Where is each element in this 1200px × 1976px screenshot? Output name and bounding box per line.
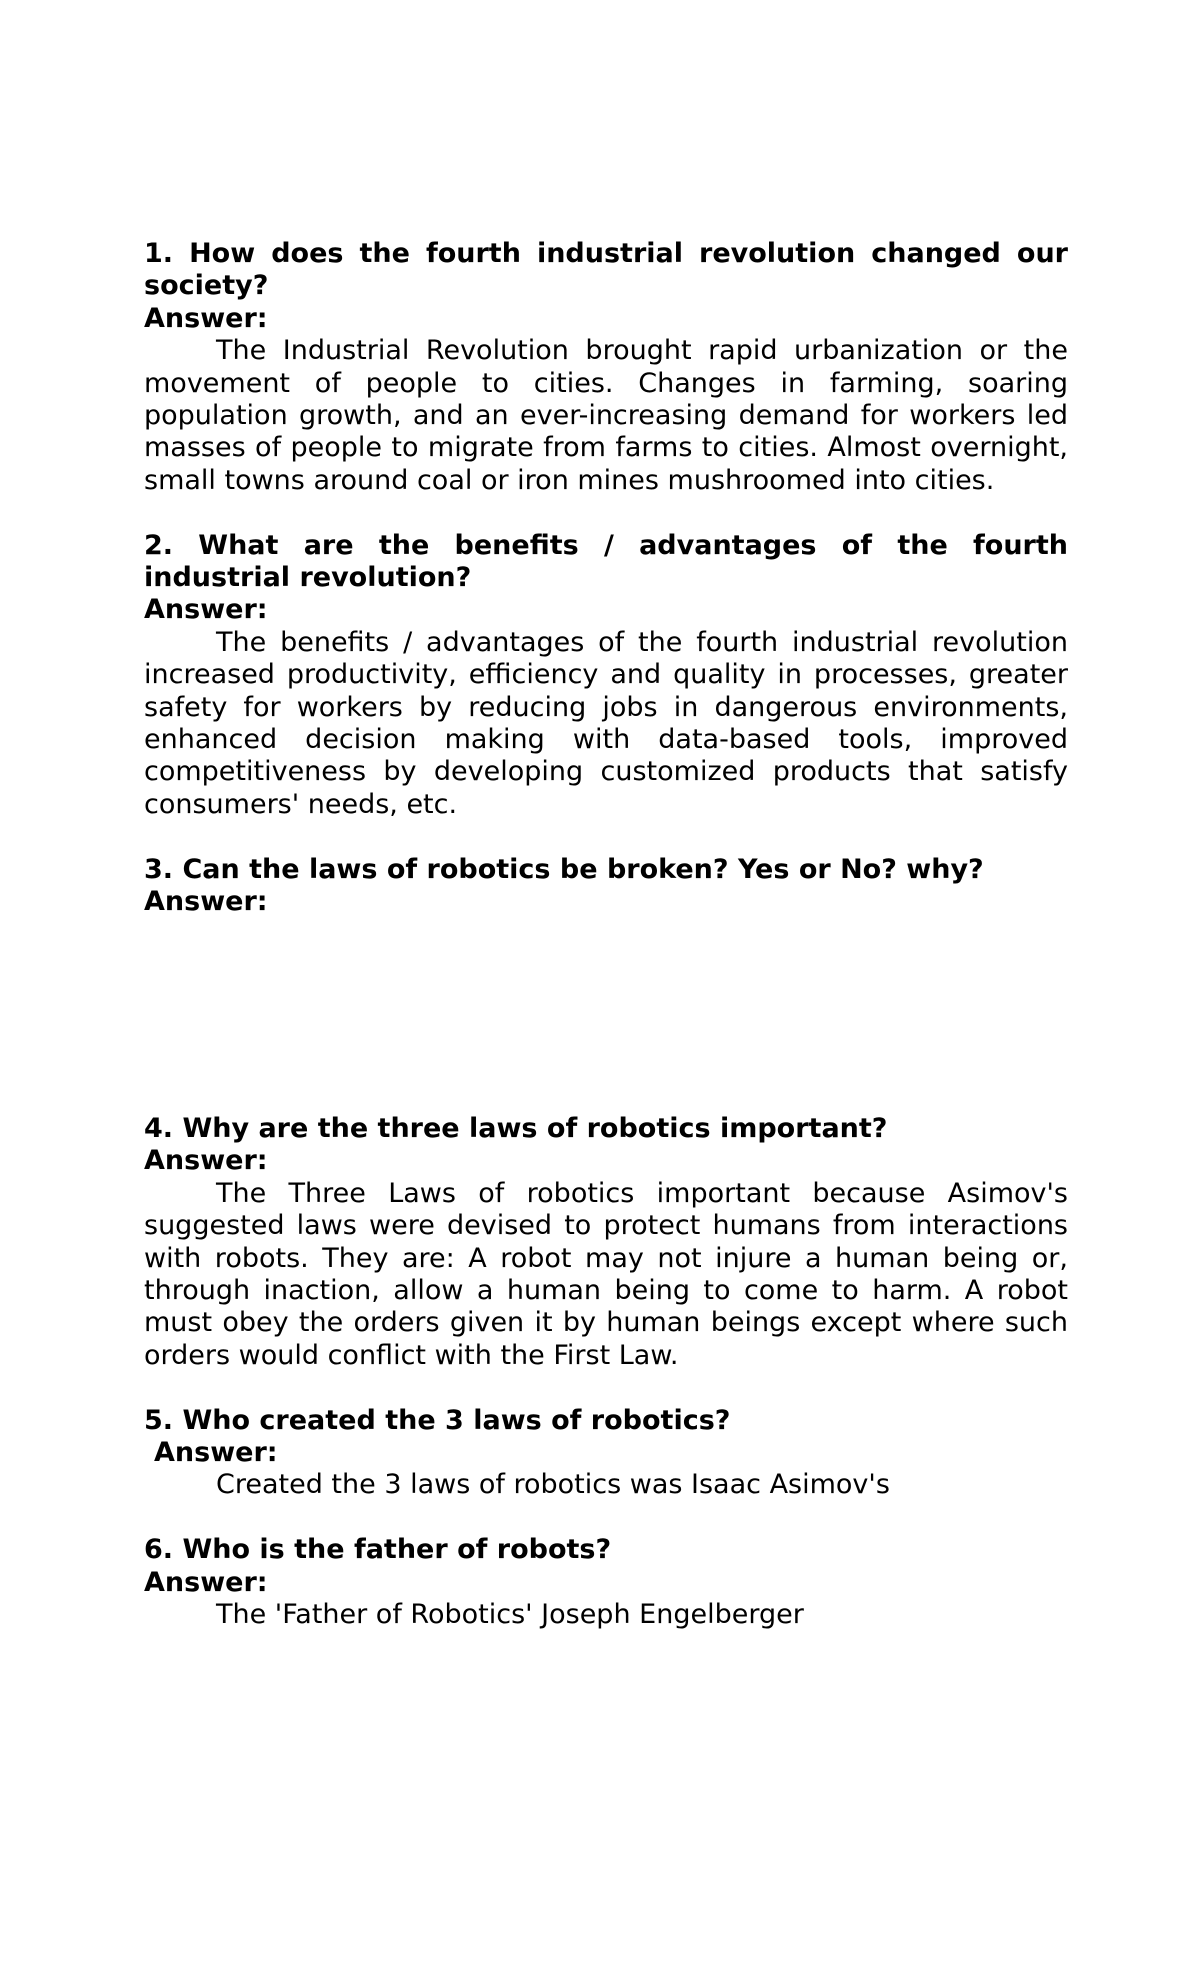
question-2: 2. What are the benefits / advantages of the fourth industrial revolution? bbox=[144, 529, 1068, 594]
document-page bbox=[144, 238, 1068, 1664]
answer-label-3: Answer: bbox=[144, 886, 268, 918]
qa-item-5 bbox=[144, 1405, 1068, 1502]
question-6: 6. Who is the father of robots? bbox=[144, 1534, 612, 1566]
answer-label-4: Answer: bbox=[144, 1145, 268, 1177]
answer-label-5: Answer: bbox=[154, 1436, 278, 1468]
answer-text-6: The 'Father of Robotics' Joseph Engelberger bbox=[216, 1598, 804, 1630]
qa-item-2 bbox=[144, 530, 1068, 822]
qa-item-6 bbox=[144, 1534, 1068, 1631]
answer-blank-3 bbox=[144, 919, 1068, 1081]
qa-item-1 bbox=[144, 238, 1068, 497]
qa-item-3 bbox=[144, 854, 1068, 1081]
answer-text-5: Created the 3 laws of robotics was Isaac Asimov's bbox=[216, 1469, 890, 1501]
answer-text-4: The Three Laws of robotics important because Asimov's suggested laws were devised to protect humans from interactions with robots. They are: A robot may not injure a human being or, through inaction, allow a human being to come to harm. A robot must obey the orders given it by human beings except where such orders would conflict with the First Law. bbox=[144, 1177, 1068, 1371]
question-1: 1. How does the fourth industrial revolution changed our society? bbox=[144, 238, 1068, 302]
answer-label-2: Answer: bbox=[144, 594, 268, 626]
question-5: 5. Who created the 3 laws of robotics? bbox=[144, 1404, 731, 1436]
question-4: 4. Why are the three laws of robotics important? bbox=[144, 1112, 888, 1144]
qa-item-4 bbox=[144, 1113, 1068, 1372]
answer-label-6: Answer: bbox=[144, 1566, 268, 1598]
answer-text-1: The Industrial Revolution brought rapid urbanization or the movement of people to cities. Changes in farming, soaring population growth, and an ever-increasing demand for workers led masses of people to migrate from farms to cities. Almost overnight, small towns around coal or iron mines mushroomed into cities. bbox=[144, 335, 1068, 496]
answer-text-2: The benefits / advantages of the fourth industrial revolution increased productivity, efficiency and quality in processes, greater safety for workers by reducing jobs in dangerous environments, enhanced decision making with data-based tools, improved competitiveness by developing customized products that satisfy consumers' needs, etc. bbox=[144, 626, 1068, 820]
answer-label-1: Answer: bbox=[144, 302, 268, 334]
question-3: 3. Can the laws of robotics be broken? Yes or No? why? bbox=[144, 853, 984, 885]
